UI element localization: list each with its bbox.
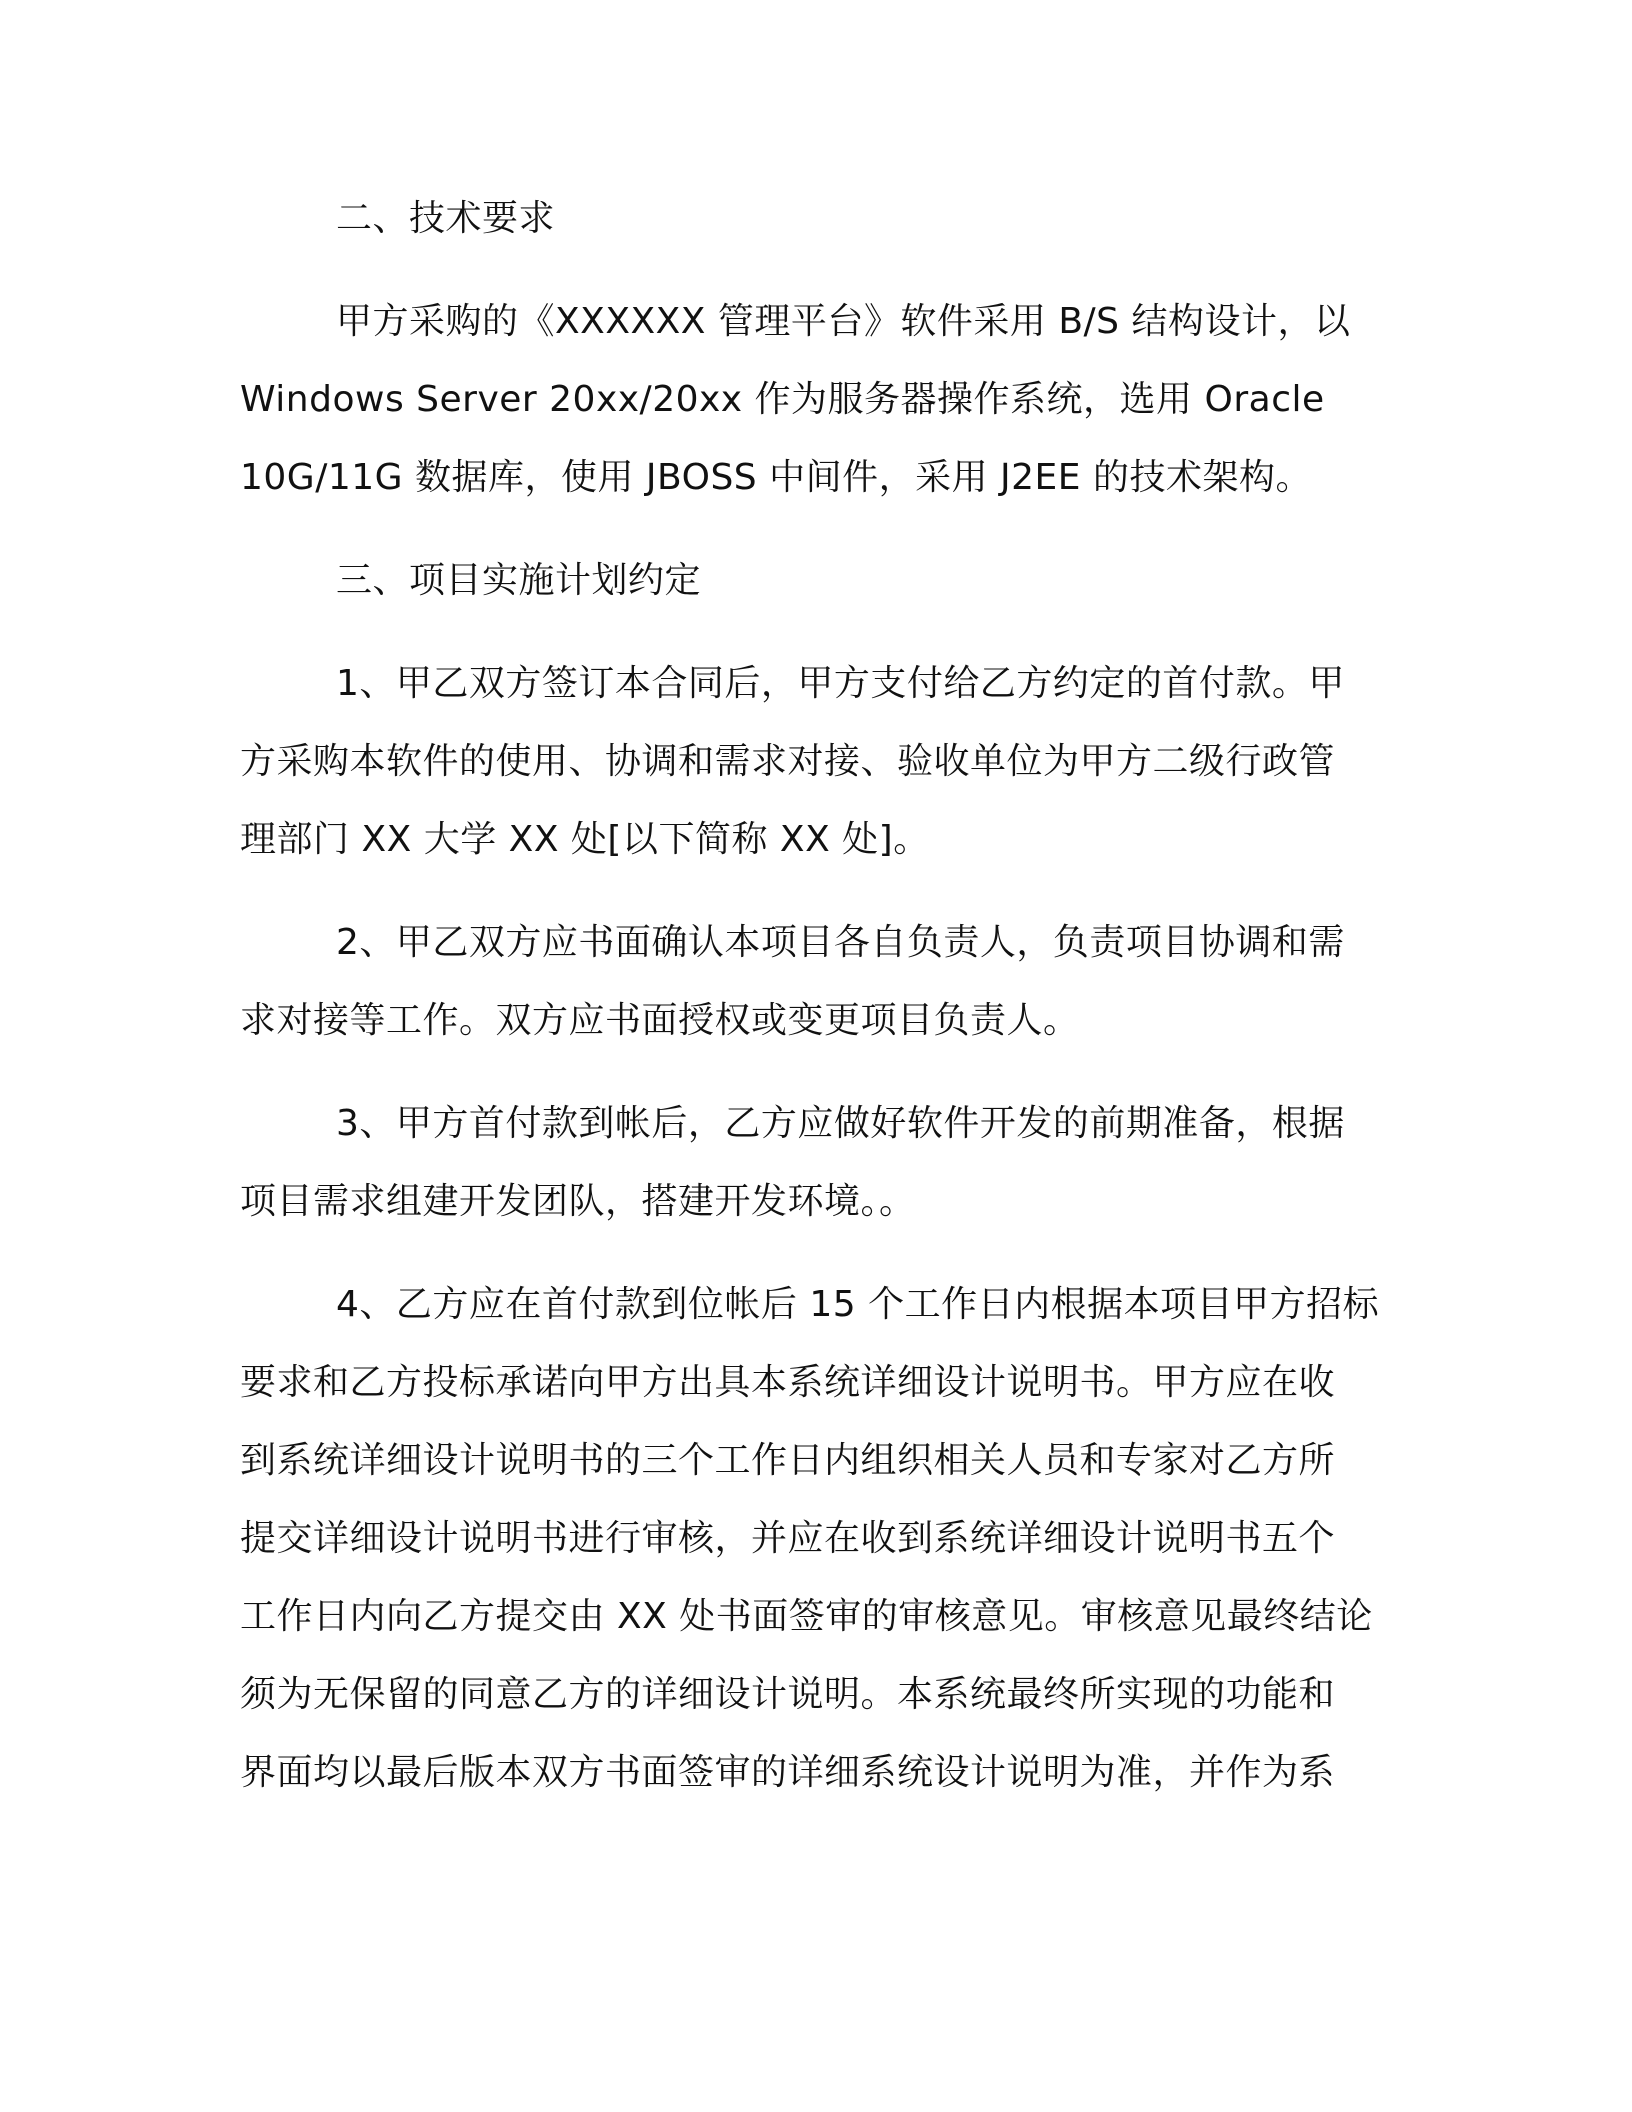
paragraph-line: 1、甲乙双方签订本合同后，甲方支付给乙方约定的首付款。甲 — [336, 663, 1345, 704]
paragraph-line: 提交详细设计说明书进行审核，并应在收到系统详细设计说明书五个 — [240, 1518, 1336, 1559]
paragraph — [240, 283, 1390, 517]
section-heading: 三、项目实施计划约定 — [336, 560, 702, 601]
paragraph — [240, 1085, 1390, 1241]
paragraph-line: 项目需求组建开发团队，搭建开发环境。。 — [240, 1181, 916, 1222]
paragraph-line: 须为无保留的同意乙方的详细设计说明。本系统最终所实现的功能和 — [240, 1674, 1336, 1715]
paragraph — [240, 645, 1390, 879]
paragraph-line: 10G/11G 数据库，使用 JBOSS 中间件，采用 J2EE 的技术架构。 — [240, 457, 1312, 498]
paragraph-line: 4、乙方应在首付款到位帐后 15 个工作日内根据本项目甲方招标 — [336, 1284, 1380, 1325]
paragraph-line: 3、甲方首付款到帐后，乙方应做好软件开发的前期准备，根据 — [336, 1103, 1345, 1144]
paragraph — [240, 904, 1390, 1060]
paragraph-line: 2、甲乙双方应书面确认本项目各自负责人，负责项目协调和需 — [336, 922, 1345, 963]
paragraph-line: 要求和乙方投标承诺向甲方出具本系统详细设计说明书。甲方应在收 — [240, 1362, 1336, 1403]
paragraph-line: 界面均以最后版本双方书面签审的详细系统设计说明为准，并作为系 — [240, 1752, 1336, 1793]
paragraph-line: Windows Server 20xx/20xx 作为服务器操作系统，选用 Oracle — [240, 379, 1325, 420]
paragraph — [240, 1266, 1390, 1812]
paragraph-line: 理部门 XX 大学 XX 处[以下简称 XX 处]。 — [240, 819, 930, 860]
paragraph-line: 工作日内向乙方提交由 XX 处书面签审的审核意见。审核意见最终结论 — [240, 1596, 1373, 1637]
paragraph-line: 方采购本软件的使用、协调和需求对接、验收单位为甲方二级行政管 — [240, 741, 1336, 782]
paragraph-line: 甲方采购的《XXXXXX 管理平台》软件采用 B/S 结构设计，以 — [336, 301, 1351, 342]
paragraph-line: 求对接等工作。双方应书面授权或变更项目负责人。 — [240, 1000, 1080, 1041]
paragraph-line: 到系统详细设计说明书的三个工作日内组织相关人员和专家对乙方所 — [240, 1440, 1336, 1481]
document-body — [240, 180, 1390, 1812]
section-heading: 二、技术要求 — [336, 198, 556, 239]
